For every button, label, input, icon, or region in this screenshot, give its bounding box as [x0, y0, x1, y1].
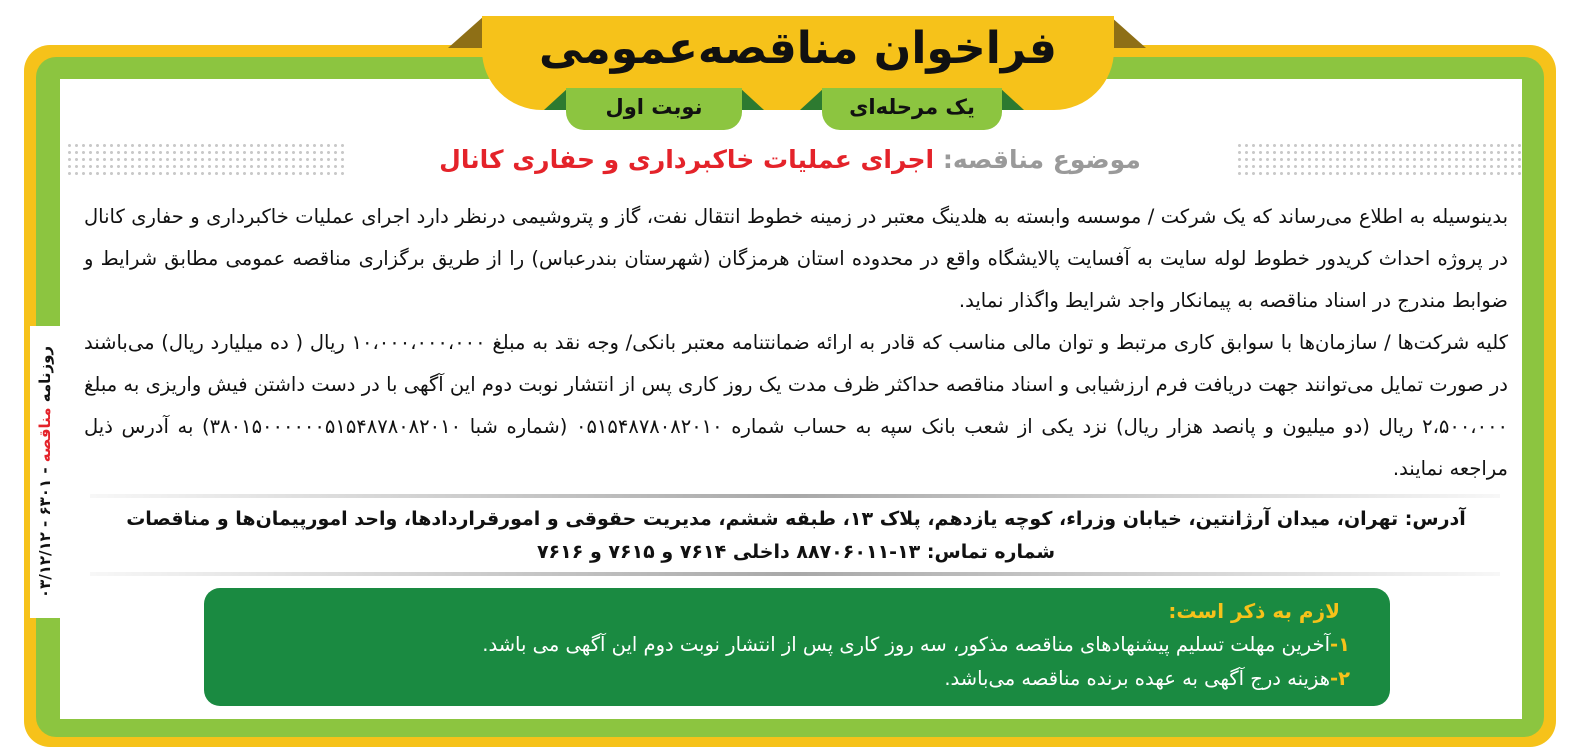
notice-item-number: ۱- [1330, 633, 1350, 656]
divider [90, 572, 1500, 576]
divider [90, 494, 1500, 498]
title-ribbon-fold-right [1110, 16, 1146, 48]
subject-label: موضوع مناقصه: [942, 145, 1141, 174]
dot-pattern-left [66, 142, 346, 178]
address-block [84, 503, 1508, 569]
body-paragraph: بدینوسیله به اطلاع می‌رساند که یک شرکت / موسسه وابسته به هلدینگ معتبر در زمینه خطوط انتقال نفت، گاز و پتروشیمی درنظر دارد اجرای عملیات خاکبرداری و حفاری کانال در پروژه احداث کریدور خطوط لوله سایت به آفسایت پالایشگاه واقع در محدوده استان هرمزگان (شهرستان بندرعباس) را از طریق برگزاری مناقصه عمومی مطابق شرایط و ضوابط مندرج در اسناد مناقصه به پیمانکار واجد شرایط واگذار نماید. [84, 205, 1508, 312]
ribbon-fold [740, 88, 764, 110]
issue-info: - ۶۳۰۱ - ۰۳/۱۲/۱۲ [36, 467, 54, 599]
title-ribbon-fold-left [448, 16, 484, 48]
ribbon-fold [544, 88, 568, 110]
subject-line [360, 140, 1220, 180]
notice-item-number: ۲- [1330, 667, 1350, 690]
subject-text: اجرای عملیات خاکبرداری و حفاری کانال [439, 145, 935, 174]
round-badge: نوبت اول [566, 88, 742, 130]
stage-badge: یک مرحله‌ای [822, 88, 1002, 130]
ribbon-fold [1000, 88, 1024, 110]
ribbon-fold [800, 88, 824, 110]
newspaper-word: روزنامه [36, 345, 54, 403]
body-paragraph: کلیه شرکت‌ها / سازمان‌ها با سوابق کاری مرتبط و توان مالی مناسب که قادر به ارائه ضمانتنامه معتبر بانکی/ وجه نقد به مبلغ ۱۰،۰۰۰،۰۰۰،۰۰۰ ریال ( ده میلیارد ریال) می‌باشند در صورت تمایل می‌توانند جهت دریافت فرم ارزشیابی و اسناد مناقصه حداکثر ظرف مدت یک روز کاری پس از انتشار نوبت دوم این آگهی با در دست داشتن فیش واریزی به مبلغ ۲،۵۰۰،۰۰۰ ریال (دو میلیون و پانصد هزار ریال) نزد یکی از شعب بانک سپه به حساب شماره ۰۵۱۵۴۸۷۸۰۸۲۰۱۰ (شماره شبا ۳۸۰۱۵۰۰۰۰۰۰۵۱۵۴۸۷۸۰۸۲۰۱۰) به آدرس ذیل مراجعه نمایند. [84, 331, 1509, 480]
newspaper-brand: مناقصه [36, 407, 54, 463]
phone-line: شماره تماس: ۱۳-۸۸۷۰۶۰۱۱ داخلی ۷۶۱۴ و ۷۶۱۵ و ۷۶۱۶ [536, 541, 1056, 563]
notice-title: لازم به ذکر است: [1168, 599, 1340, 623]
page-title: فراخوان مناقصه‌عمومی [539, 23, 1057, 74]
notice-item-text: هزینه درج آگهی به عهده برنده مناقصه می‌باشد. [944, 667, 1330, 690]
notice-list [482, 628, 1350, 696]
notice-item [482, 628, 1350, 662]
side-issue-label [31, 326, 59, 618]
notice-item-text: آخرین مهلت تسلیم پیشنهادهای مناقصه مذکور، سه روز کاری پس از انتشار نوبت دوم این آگهی می باشد. [482, 633, 1330, 656]
body-text [84, 196, 1508, 490]
notice-item [482, 662, 1350, 696]
address-line: آدرس: تهران، میدان آرژانتین، خیابان وزراء، کوچه یازدهم، پلاک ۱۳، طبقه ششم، مدیریت حقوقی و امورقراردادها، واحد امورپیمان‌ها و مناقصات [126, 508, 1466, 530]
dot-pattern-right [1236, 142, 1522, 178]
notice-box [204, 588, 1390, 706]
